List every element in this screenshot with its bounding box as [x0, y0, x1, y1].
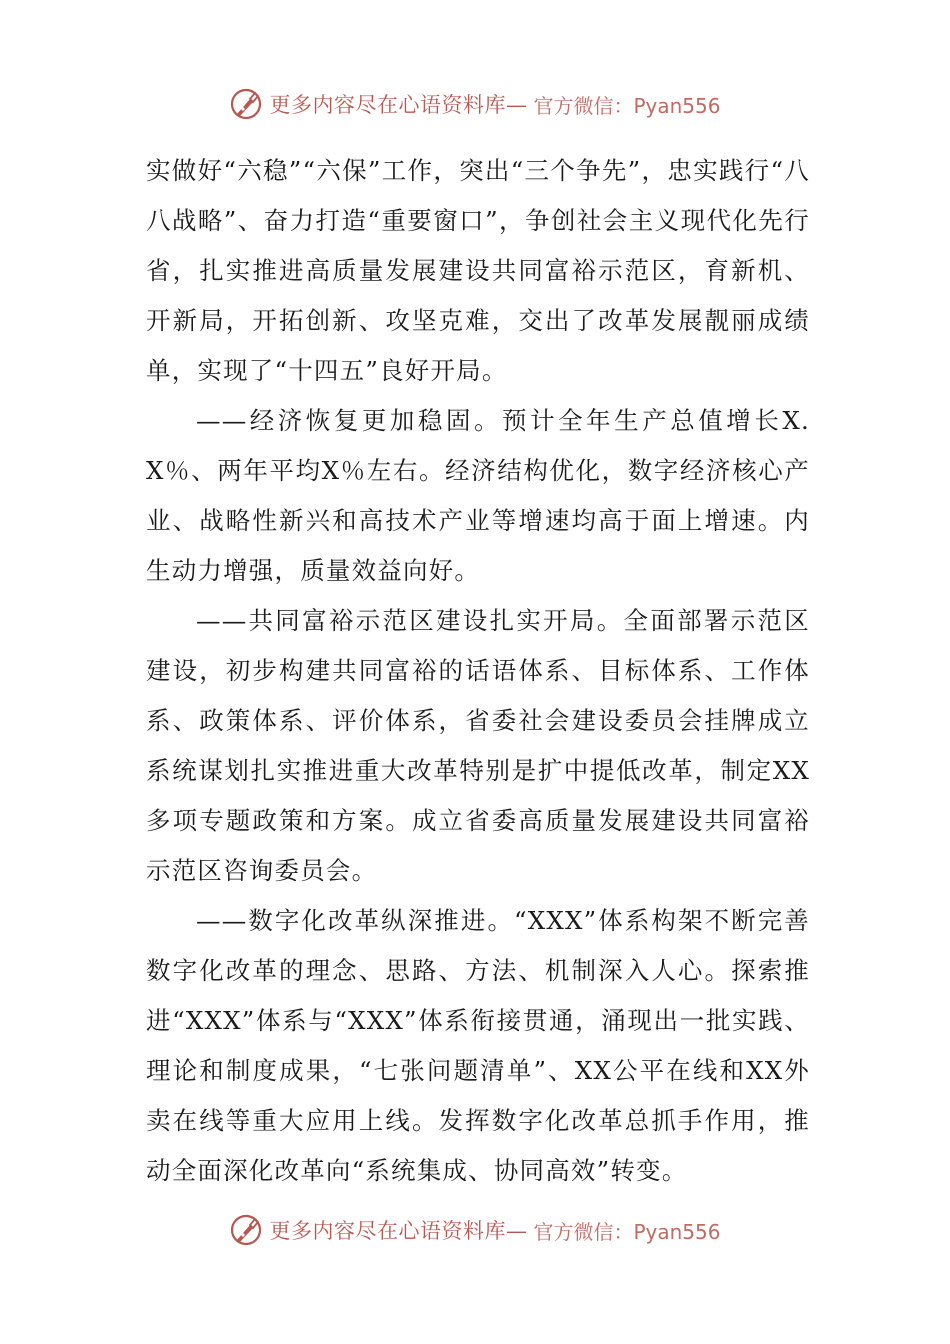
pen-nib-logo-icon — [229, 1213, 263, 1247]
paragraph-4: ——数字化改革纵深推进。“XXX”体系构架不断完善数字化改革的理念、思路、方法、机制深入人心。探索推进“XXX”体系与“XXX”体系衔接贯通，涌现出一批实践、理论和制度成果，“七张问题清单”、XX公平在线和XX外卖在线等重大应用上线。发挥数字化改革总抓手作用，推动全面深化改革向“系统集成、协同高效”转变。 — [146, 906, 810, 1185]
header-banner — [0, 84, 950, 124]
footer-banner — [0, 1210, 950, 1250]
paragraph-2: ——经济恢复更加稳固。预计全年生产总值增长X.X％、两年平均X％左右。经济结构优化，数字经济核心产业、战略性新兴和高技术产业等增速均高于面上增速。内生动力增强，质量效益向好。 — [146, 406, 810, 585]
header-wechat-text: 官方微信：Pyan556 — [533, 93, 721, 118]
header-brand-text: 更多内容尽在心语资料库— — [269, 93, 528, 117]
footer-brand-text: 更多内容尽在心语资料库— — [269, 1219, 528, 1243]
footer-wechat-text: 官方微信：Pyan556 — [533, 1219, 721, 1244]
paragraph-1: 实做好“六稳”“六保”工作，突出“三个争先”，忠实践行“八八战略”、奋力打造“重要窗口”，争创社会主义现代化先行省，扎实推进高质量发展建设共同富裕示范区，育新机、开新局，开拓创新、攻坚克难，交出了改革发展靓丽成绩单，实现了“十四五”良好开局。 — [146, 156, 810, 385]
pen-nib-logo-icon — [229, 87, 263, 121]
paragraph-3: ——共同富裕示范区建设扎实开局。全面部署示范区建设，初步构建共同富裕的话语体系、目标体系、工作体系、政策体系、评价体系，省委社会建设委员会挂牌成立系统谋划扎实推进重大改革特别是扩中提低改革，制定XX多项专题政策和方案。成立省委高质量发展建设共同富裕示范区咨询委员会。 — [146, 606, 810, 885]
document-body — [146, 146, 810, 1196]
